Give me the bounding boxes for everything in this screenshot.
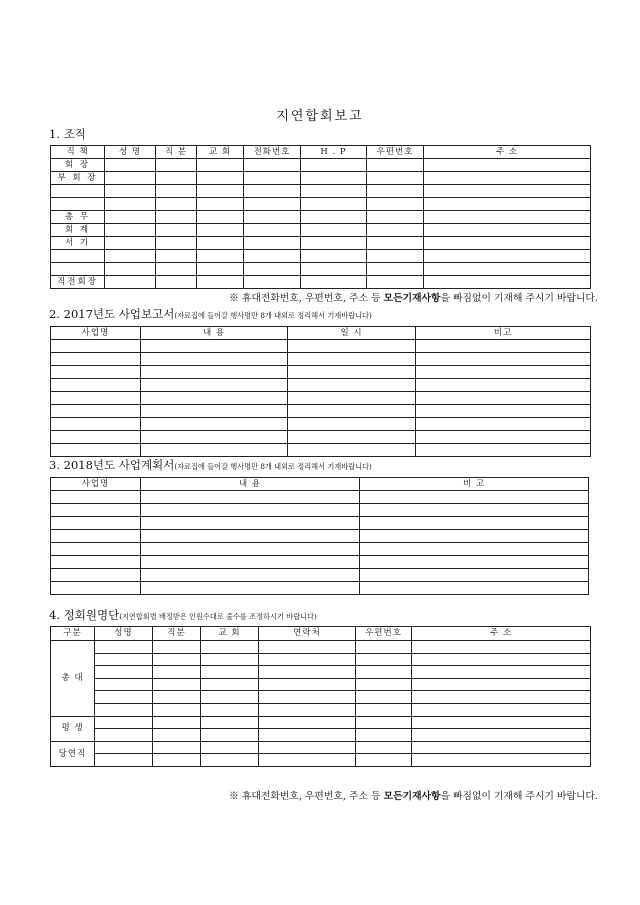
column-header: 성 명	[105, 146, 156, 159]
blank-cell[interactable]	[197, 211, 244, 224]
table-row	[51, 250, 591, 263]
blank-cell[interactable]	[367, 250, 424, 263]
blank-cell[interactable]	[288, 366, 416, 379]
table-row	[51, 543, 589, 556]
blank-cell[interactable]	[51, 431, 141, 444]
blank-cell[interactable]	[301, 276, 367, 289]
blank-cell[interactable]	[141, 569, 360, 582]
blank-cell[interactable]	[95, 691, 153, 704]
blank-cell[interactable]	[288, 353, 416, 366]
blank-cell[interactable]	[141, 405, 288, 418]
blank-cell[interactable]	[412, 691, 591, 704]
blank-cell[interactable]	[424, 185, 591, 198]
blank-cell[interactable]	[201, 666, 259, 679]
table-row	[51, 666, 591, 679]
table-row	[51, 678, 591, 691]
blank-cell[interactable]	[412, 666, 591, 679]
blank-cell[interactable]	[153, 666, 201, 679]
blank-cell[interactable]	[244, 211, 301, 224]
blank-cell[interactable]	[412, 641, 591, 654]
blank-cell[interactable]	[424, 159, 591, 172]
blank-cell[interactable]	[95, 741, 153, 754]
blank-cell[interactable]	[360, 504, 589, 517]
blank-cell[interactable]	[105, 211, 156, 224]
section2-title: 2. 2017년도 사업보고서	[49, 307, 175, 321]
blank-cell[interactable]	[105, 185, 156, 198]
blank-cell[interactable]	[367, 172, 424, 185]
table-row	[51, 418, 591, 431]
blank-cell[interactable]	[141, 582, 360, 595]
blank-cell[interactable]	[288, 379, 416, 392]
blank-cell[interactable]	[367, 263, 424, 276]
blank-cell[interactable]	[201, 754, 259, 767]
blank-cell[interactable]	[105, 224, 156, 237]
blank-cell[interactable]	[156, 224, 197, 237]
blank-cell[interactable]	[412, 703, 591, 716]
table-row	[51, 366, 591, 379]
blank-cell[interactable]	[356, 741, 412, 754]
blank-cell[interactable]	[288, 418, 416, 431]
blank-cell[interactable]	[153, 729, 201, 742]
row-label: 직전회장	[51, 276, 105, 289]
blank-cell[interactable]	[356, 641, 412, 654]
column-header: 구분	[51, 627, 95, 641]
blank-cell[interactable]	[244, 263, 301, 276]
blank-cell[interactable]	[412, 754, 591, 767]
group-label: 평 생	[51, 716, 95, 741]
blank-cell[interactable]	[259, 666, 356, 679]
blank-cell[interactable]	[412, 678, 591, 691]
table-row	[51, 729, 591, 742]
blank-cell[interactable]	[156, 172, 197, 185]
blank-cell[interactable]	[156, 211, 197, 224]
blank-cell[interactable]	[141, 543, 360, 556]
blank-cell[interactable]	[197, 276, 244, 289]
table-row	[51, 405, 591, 418]
blank-cell[interactable]	[51, 543, 141, 556]
blank-cell[interactable]	[153, 641, 201, 654]
table-row	[51, 392, 591, 405]
blank-cell[interactable]	[356, 754, 412, 767]
blank-cell[interactable]	[153, 754, 201, 767]
blank-cell[interactable]	[95, 653, 153, 666]
blank-cell[interactable]	[412, 729, 591, 742]
blank-cell[interactable]	[288, 444, 416, 457]
blank-cell[interactable]	[51, 340, 141, 353]
row-label: 회 계	[51, 224, 105, 237]
blank-cell[interactable]	[153, 703, 201, 716]
table-row	[51, 517, 589, 530]
table-row	[51, 754, 591, 767]
table-row	[51, 340, 591, 353]
table-row	[51, 211, 591, 224]
blank-cell[interactable]	[356, 716, 412, 729]
column-header: 일 시	[288, 327, 416, 340]
blank-cell[interactable]	[424, 250, 591, 263]
blank-cell[interactable]	[141, 517, 360, 530]
column-header: 내 용	[141, 327, 288, 340]
blank-cell[interactable]	[197, 172, 244, 185]
blank-cell[interactable]	[416, 340, 591, 353]
blank-cell[interactable]	[356, 678, 412, 691]
blank-cell[interactable]	[141, 379, 288, 392]
blank-cell[interactable]	[360, 543, 589, 556]
table-row	[51, 379, 591, 392]
table-row	[51, 237, 591, 250]
blank-cell[interactable]	[51, 392, 141, 405]
blank-cell[interactable]	[156, 237, 197, 250]
column-header: 주 소	[424, 146, 591, 159]
row-label	[51, 198, 105, 211]
blank-cell[interactable]	[360, 582, 589, 595]
blank-cell[interactable]	[51, 405, 141, 418]
blank-cell[interactable]	[301, 185, 367, 198]
blank-cell[interactable]	[153, 741, 201, 754]
group-label: 총 대	[51, 641, 95, 717]
section3-note: (자료집에 들어갈 행사명만 8개 내외로 정리해서 기재바랍니다)	[174, 462, 372, 471]
section2-heading	[49, 306, 372, 322]
blank-cell[interactable]	[141, 366, 288, 379]
blank-cell[interactable]	[105, 263, 156, 276]
blank-cell[interactable]	[301, 211, 367, 224]
blank-cell[interactable]	[51, 556, 141, 569]
blank-cell[interactable]	[412, 653, 591, 666]
blank-cell[interactable]	[105, 159, 156, 172]
table-row	[51, 653, 591, 666]
table-row	[51, 582, 589, 595]
blank-cell[interactable]	[424, 276, 591, 289]
blank-cell[interactable]	[360, 569, 589, 582]
blank-cell[interactable]	[288, 340, 416, 353]
row-label	[51, 250, 105, 263]
blank-cell[interactable]	[259, 653, 356, 666]
blank-cell[interactable]	[424, 198, 591, 211]
blank-cell[interactable]	[288, 405, 416, 418]
table-row	[51, 491, 589, 504]
blank-cell[interactable]	[244, 224, 301, 237]
table-row	[51, 504, 589, 517]
blank-cell[interactable]	[301, 172, 367, 185]
business-report-table	[50, 326, 591, 457]
blank-cell[interactable]	[201, 741, 259, 754]
blank-cell[interactable]	[259, 716, 356, 729]
blank-cell[interactable]	[197, 237, 244, 250]
blank-cell[interactable]	[51, 504, 141, 517]
blank-cell[interactable]	[141, 504, 360, 517]
table-row	[51, 530, 589, 543]
blank-cell[interactable]	[51, 353, 141, 366]
blank-cell[interactable]	[301, 224, 367, 237]
column-header: 연락처	[259, 627, 356, 641]
table-row	[51, 691, 591, 704]
blank-cell[interactable]	[301, 263, 367, 276]
blank-cell[interactable]	[141, 530, 360, 543]
column-header: 직 분	[156, 146, 197, 159]
blank-cell[interactable]	[197, 250, 244, 263]
page-title: 지연합회보고	[276, 109, 364, 124]
blank-cell[interactable]	[141, 444, 288, 457]
column-header: 사업명	[51, 478, 141, 491]
blank-cell[interactable]	[367, 185, 424, 198]
blank-cell[interactable]	[51, 569, 141, 582]
blank-cell[interactable]	[288, 392, 416, 405]
blank-cell[interactable]	[51, 491, 141, 504]
blank-cell[interactable]	[51, 444, 141, 457]
blank-cell[interactable]	[412, 716, 591, 729]
column-header: 직분	[153, 627, 201, 641]
section4-title: 4. 정회원명단	[49, 608, 120, 622]
blank-cell[interactable]	[424, 237, 591, 250]
blank-cell[interactable]	[301, 198, 367, 211]
section4-heading	[49, 607, 317, 623]
section1-heading: 1. 조직	[49, 127, 86, 141]
column-header: 우편번호	[356, 627, 412, 641]
blank-cell[interactable]	[95, 703, 153, 716]
blank-cell[interactable]	[201, 641, 259, 654]
row-label: 회 장	[51, 159, 105, 172]
blank-cell[interactable]	[141, 418, 288, 431]
blank-cell[interactable]	[156, 198, 197, 211]
blank-cell[interactable]	[95, 716, 153, 729]
blank-cell[interactable]	[259, 729, 356, 742]
blank-cell[interactable]	[301, 237, 367, 250]
blank-cell[interactable]	[244, 250, 301, 263]
blank-cell[interactable]	[424, 263, 591, 276]
blank-cell[interactable]	[367, 224, 424, 237]
blank-cell[interactable]	[301, 159, 367, 172]
blank-cell[interactable]	[156, 276, 197, 289]
blank-cell[interactable]	[416, 392, 591, 405]
column-header: 내 용	[141, 478, 360, 491]
table-row	[51, 641, 591, 654]
blank-cell[interactable]	[141, 491, 360, 504]
blank-cell[interactable]	[301, 250, 367, 263]
blank-cell[interactable]	[95, 666, 153, 679]
blank-cell[interactable]	[367, 211, 424, 224]
blank-cell[interactable]	[95, 729, 153, 742]
blank-cell[interactable]	[244, 159, 301, 172]
group-label: 당연직	[51, 741, 95, 766]
table-row	[51, 569, 589, 582]
column-header: H . P	[301, 146, 367, 159]
table-row	[51, 224, 591, 237]
blank-cell[interactable]	[105, 250, 156, 263]
column-header: 교 회	[201, 627, 259, 641]
blank-cell[interactable]	[105, 172, 156, 185]
blank-cell[interactable]	[156, 250, 197, 263]
blank-cell[interactable]	[105, 198, 156, 211]
blank-cell[interactable]	[153, 653, 201, 666]
blank-cell[interactable]	[360, 556, 589, 569]
blank-cell[interactable]	[201, 716, 259, 729]
business-plan-table	[50, 477, 589, 595]
blank-cell[interactable]	[95, 641, 153, 654]
blank-cell[interactable]	[416, 431, 591, 444]
blank-cell[interactable]	[416, 418, 591, 431]
table-row	[51, 198, 591, 211]
blank-cell[interactable]	[356, 653, 412, 666]
blank-cell[interactable]	[141, 340, 288, 353]
table-row	[51, 159, 591, 172]
column-header: 비고	[416, 327, 591, 340]
blank-cell[interactable]	[141, 556, 360, 569]
section2-note: (자료집에 들어갈 행사명만 8개 내외로 정리해서 기재바랍니다)	[174, 311, 372, 320]
blank-cell[interactable]	[259, 691, 356, 704]
table-row	[51, 703, 591, 716]
section3-heading	[49, 457, 372, 473]
blank-cell[interactable]	[51, 379, 141, 392]
blank-cell[interactable]	[367, 198, 424, 211]
footnote-text-end: 을 빠짐없이 기재해 주시기 바랍니다.	[440, 293, 598, 304]
blank-cell[interactable]	[51, 517, 141, 530]
blank-cell[interactable]	[51, 418, 141, 431]
blank-cell[interactable]	[201, 729, 259, 742]
column-header: 주 소	[412, 627, 591, 641]
section1-footnote	[50, 290, 598, 304]
row-label: 부 회 장	[51, 172, 105, 185]
table-row	[51, 716, 591, 729]
table-row	[51, 556, 589, 569]
blank-cell[interactable]	[244, 276, 301, 289]
section3-title: 3. 2018년도 사업계획서	[49, 458, 175, 472]
blank-cell[interactable]	[153, 678, 201, 691]
blank-cell[interactable]	[367, 159, 424, 172]
blank-cell[interactable]	[197, 159, 244, 172]
table-row	[51, 172, 591, 185]
blank-cell[interactable]	[424, 172, 591, 185]
blank-cell[interactable]	[156, 185, 197, 198]
blank-cell[interactable]	[51, 582, 141, 595]
blank-cell[interactable]	[356, 729, 412, 742]
blank-cell[interactable]	[156, 263, 197, 276]
blank-cell[interactable]	[259, 741, 356, 754]
row-label: 총 무	[51, 211, 105, 224]
blank-cell[interactable]	[259, 641, 356, 654]
row-label: 서 기	[51, 237, 105, 250]
blank-cell[interactable]	[197, 224, 244, 237]
table-row	[51, 431, 591, 444]
column-header: 전화번호	[244, 146, 301, 159]
blank-cell[interactable]	[360, 530, 589, 543]
blank-cell[interactable]	[356, 703, 412, 716]
footnote-emphasis: 모든기재사항	[383, 293, 441, 304]
blank-cell[interactable]	[244, 172, 301, 185]
blank-cell[interactable]	[153, 716, 201, 729]
blank-cell[interactable]	[51, 366, 141, 379]
section4-footnote	[50, 788, 598, 802]
blank-cell[interactable]	[356, 666, 412, 679]
column-header: 교 회	[197, 146, 244, 159]
row-label	[51, 185, 105, 198]
blank-cell[interactable]	[416, 353, 591, 366]
blank-cell[interactable]	[141, 392, 288, 405]
section4-note: (지연합회별 배정받은 인원수대로 줄수를 조정하시기 바랍니다)	[119, 612, 317, 621]
column-header: 우편번호	[367, 146, 424, 159]
footnote-text-end: 을 빠짐없이 기재해 주시기 바랍니다.	[440, 791, 598, 802]
organization-table	[50, 145, 591, 289]
blank-cell[interactable]	[51, 530, 141, 543]
blank-cell[interactable]	[95, 678, 153, 691]
blank-cell[interactable]	[360, 517, 589, 530]
table-row	[51, 444, 591, 457]
blank-cell[interactable]	[95, 754, 153, 767]
blank-cell[interactable]	[356, 691, 412, 704]
table-row	[51, 276, 591, 289]
blank-cell[interactable]	[412, 741, 591, 754]
footnote-emphasis: 모든기재사항	[383, 791, 441, 802]
blank-cell[interactable]	[197, 263, 244, 276]
table-row	[51, 263, 591, 276]
blank-cell[interactable]	[367, 237, 424, 250]
blank-cell[interactable]	[259, 703, 356, 716]
blank-cell[interactable]	[197, 185, 244, 198]
blank-cell[interactable]	[424, 224, 591, 237]
blank-cell[interactable]	[201, 691, 259, 704]
blank-cell[interactable]	[244, 237, 301, 250]
blank-cell[interactable]	[153, 691, 201, 704]
blank-cell[interactable]	[416, 379, 591, 392]
blank-cell[interactable]	[416, 366, 591, 379]
column-header: 성명	[95, 627, 153, 641]
blank-cell[interactable]	[424, 211, 591, 224]
blank-cell[interactable]	[244, 185, 301, 198]
blank-cell[interactable]	[416, 444, 591, 457]
member-list-table	[50, 626, 591, 767]
blank-cell[interactable]	[201, 653, 259, 666]
blank-cell[interactable]	[360, 491, 589, 504]
column-header: 비 고	[360, 478, 589, 491]
column-header: 직 책	[51, 146, 105, 159]
blank-cell[interactable]	[105, 276, 156, 289]
footnote-text: ※ 휴대전화번호, 우편번호, 주소 등	[229, 791, 384, 802]
blank-cell[interactable]	[259, 754, 356, 767]
footnote-text: ※ 휴대전화번호, 우편번호, 주소 등	[229, 293, 384, 304]
blank-cell[interactable]	[156, 159, 197, 172]
blank-cell[interactable]	[201, 703, 259, 716]
table-row	[51, 353, 591, 366]
blank-cell[interactable]	[141, 353, 288, 366]
blank-cell[interactable]	[288, 431, 416, 444]
blank-cell[interactable]	[416, 405, 591, 418]
table-row	[51, 185, 591, 198]
blank-cell[interactable]	[259, 678, 356, 691]
blank-cell[interactable]	[244, 198, 301, 211]
blank-cell[interactable]	[197, 198, 244, 211]
blank-cell[interactable]	[105, 237, 156, 250]
row-label	[51, 263, 105, 276]
blank-cell[interactable]	[367, 276, 424, 289]
blank-cell[interactable]	[201, 678, 259, 691]
blank-cell[interactable]	[141, 431, 288, 444]
column-header: 사업명	[51, 327, 141, 340]
table-row	[51, 741, 591, 754]
